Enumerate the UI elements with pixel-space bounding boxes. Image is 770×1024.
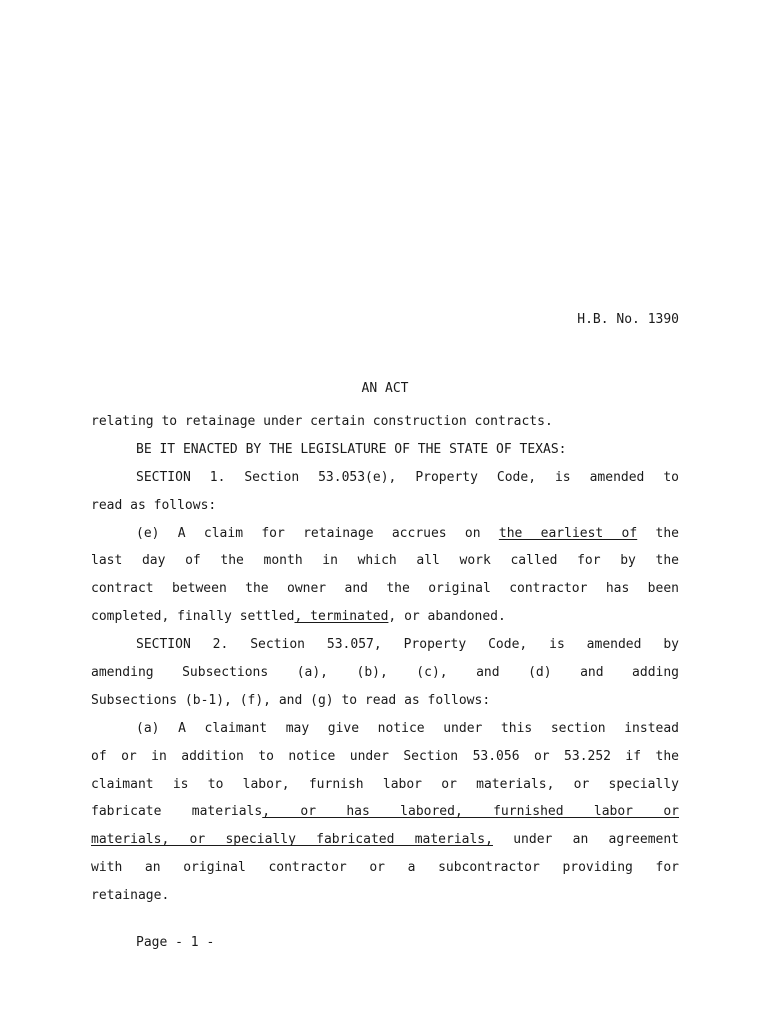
subsection-a-line: of or in addition to notice under Section 53.056 or 53.252 if the	[91, 748, 679, 764]
caption: relating to retainage under certain construction contracts.	[91, 414, 553, 429]
subsection-e-line: last day of the month in which all work called for by the	[91, 553, 679, 569]
text-run: , or abandoned.	[388, 609, 506, 625]
page-number: Page - 1 -	[136, 935, 215, 950]
subsection-e-line	[91, 603, 679, 631]
subsection-a-line	[91, 826, 679, 854]
subsection-a-line: with an original contractor or a subcontractor providing for	[91, 860, 679, 876]
section-1-line: SECTION 1. Section 53.053(e), Property Code, is amended to	[136, 469, 679, 485]
text-run: fabricate materials	[91, 804, 263, 820]
subsection-e-line: contract between the owner and the original contractor has been	[91, 581, 679, 597]
enacting-clause: BE IT ENACTED BY THE LEGISLATURE OF THE STATE OF TEXAS:	[136, 441, 567, 457]
bill-body	[91, 408, 679, 910]
subsection-a-line: claimant is to labor, furnish labor or materials, or specially	[91, 776, 679, 792]
section-2-line: SECTION 2. Section 53.057, Property Code, is amended by	[136, 637, 679, 653]
text-run: under an agreement	[492, 832, 679, 848]
subsection-a-line: retainage.	[91, 888, 170, 904]
inserted-text: the earliest of	[498, 525, 638, 541]
text-run: the	[637, 525, 679, 541]
text-run: (e) A claim for retainage accrues on	[136, 525, 499, 541]
bill-number: H.B. No. 1390	[577, 312, 679, 327]
subsection-a-line: (a) A claimant may give notice under this section instead	[136, 720, 679, 736]
section-2-line: Subsections (b-1), (f), and (g) to read as follows:	[91, 692, 491, 708]
subsection-e-line	[91, 520, 679, 548]
text-run: completed, finally settled	[91, 609, 295, 625]
section-2-line: amending Subsections (a), (b), (c), and (d) and adding	[91, 665, 679, 681]
act-title: AN ACT	[361, 381, 409, 396]
subsection-a-line	[91, 798, 679, 826]
inserted-text: , terminated	[294, 609, 389, 625]
section-1-line: read as follows:	[91, 497, 217, 513]
inserted-text: materials, or specially fabricated materials,	[91, 832, 493, 848]
inserted-text: , or has labored, furnished labor or	[262, 804, 679, 820]
